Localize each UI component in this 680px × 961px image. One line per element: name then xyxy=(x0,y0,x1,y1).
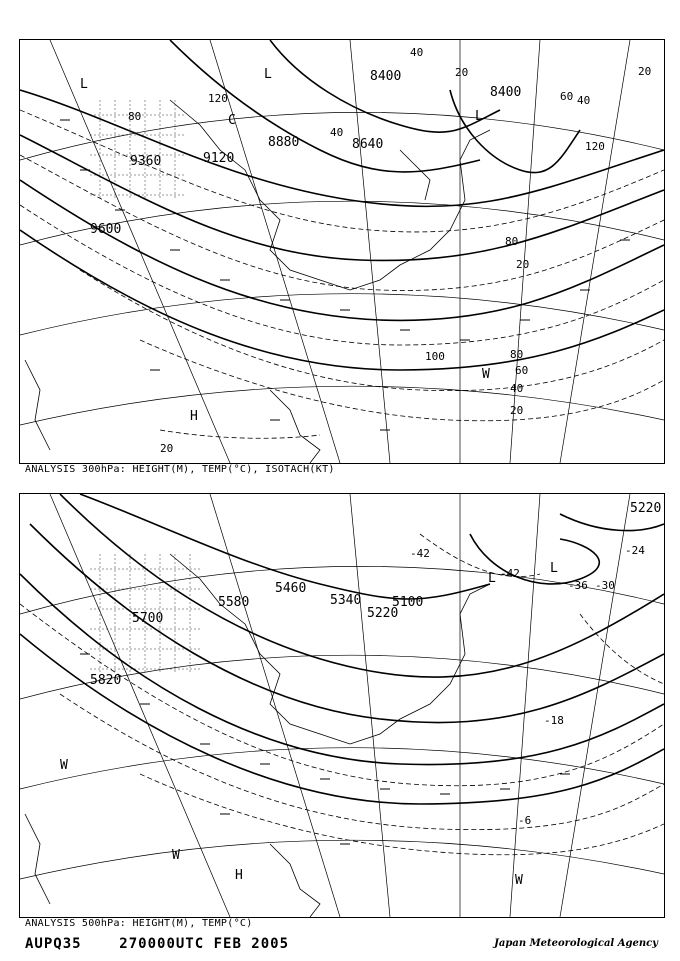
cold-center: C xyxy=(228,113,236,128)
isotach-label: 40 xyxy=(330,126,344,139)
low-center: L xyxy=(475,109,483,124)
height-label: 9600 xyxy=(90,222,122,237)
low-center: L xyxy=(264,67,272,82)
chart-code-datetime xyxy=(25,936,289,952)
height-label: 8400 xyxy=(490,85,522,100)
height-labels xyxy=(90,501,661,688)
temp-label: -18 xyxy=(544,714,564,727)
temp-label: -24 xyxy=(625,544,645,557)
isotach-label: 120 xyxy=(585,140,605,153)
isotach-label: 20 xyxy=(638,65,652,78)
isotach-label: 40 xyxy=(510,382,524,395)
height-label: 8640 xyxy=(352,137,384,152)
height-label: 5700 xyxy=(132,611,164,626)
pressure-centers xyxy=(80,67,490,424)
height-label: 5820 xyxy=(90,673,122,688)
temperature-labels xyxy=(410,544,645,827)
high-center: H xyxy=(235,868,243,883)
height-label: 5340 xyxy=(330,593,362,608)
height-label: 8880 xyxy=(268,135,300,150)
chart-300hpa xyxy=(19,39,665,464)
map-300hpa xyxy=(20,40,664,463)
warm-center: W xyxy=(482,367,490,382)
isotach-label: 20 xyxy=(455,66,469,79)
height-label: 5220 xyxy=(367,606,399,621)
coastline xyxy=(25,100,490,463)
temp-label: -42 xyxy=(500,567,520,580)
isotach-label: 40 xyxy=(577,94,591,107)
isotach-label: 120 xyxy=(208,92,228,105)
low-center: L xyxy=(550,561,558,576)
map-500hpa xyxy=(20,494,664,917)
isotach-label: 80 xyxy=(505,235,519,248)
height-labels xyxy=(90,69,521,237)
isotach-label: 60 xyxy=(560,90,574,103)
temp-label: -30 xyxy=(595,579,615,592)
isotach-label: 80 xyxy=(128,110,142,123)
warm-center: W xyxy=(515,873,523,888)
height-label: 9360 xyxy=(130,154,162,169)
caption-300hpa: ANALYSIS 300hPa: HEIGHT(M), TEMP(°C), ISOTACH(KT) xyxy=(25,464,335,475)
temp-label: -36 xyxy=(568,579,588,592)
isotach-label: 100 xyxy=(425,350,445,363)
height-label: 5220 xyxy=(630,501,662,516)
low-center: L xyxy=(488,571,496,586)
temp-label: -6 xyxy=(518,814,532,827)
graticule xyxy=(20,40,664,463)
warm-center: W xyxy=(60,758,68,773)
height-contours xyxy=(20,494,664,804)
isotach-label: 20 xyxy=(160,442,174,455)
high-center: H xyxy=(190,409,198,424)
chart-code: AUPQ35 xyxy=(25,936,82,952)
height-label: 5580 xyxy=(218,595,250,610)
low-center: L xyxy=(80,77,88,92)
temp-label: -42 xyxy=(410,547,430,560)
isotach-label: 80 xyxy=(510,348,524,361)
height-label: 9120 xyxy=(203,151,235,166)
chart-datetime: 270000UTC FEB 2005 xyxy=(119,936,290,952)
height-label: 8400 xyxy=(370,69,402,84)
isotach-label: 60 xyxy=(515,364,529,377)
chart-500hpa xyxy=(19,493,665,918)
isotach-label: 40 xyxy=(410,46,424,59)
height-label: 5100 xyxy=(392,595,424,610)
isotach-label: 20 xyxy=(516,258,530,271)
agency-name: Japan Meteorological Agency xyxy=(494,938,658,949)
isotach-label: 20 xyxy=(510,404,524,417)
height-label: 5460 xyxy=(275,581,307,596)
caption-500hpa: ANALYSIS 500hPa: HEIGHT(M), TEMP(°C) xyxy=(25,918,253,929)
warm-center: W xyxy=(172,848,180,863)
